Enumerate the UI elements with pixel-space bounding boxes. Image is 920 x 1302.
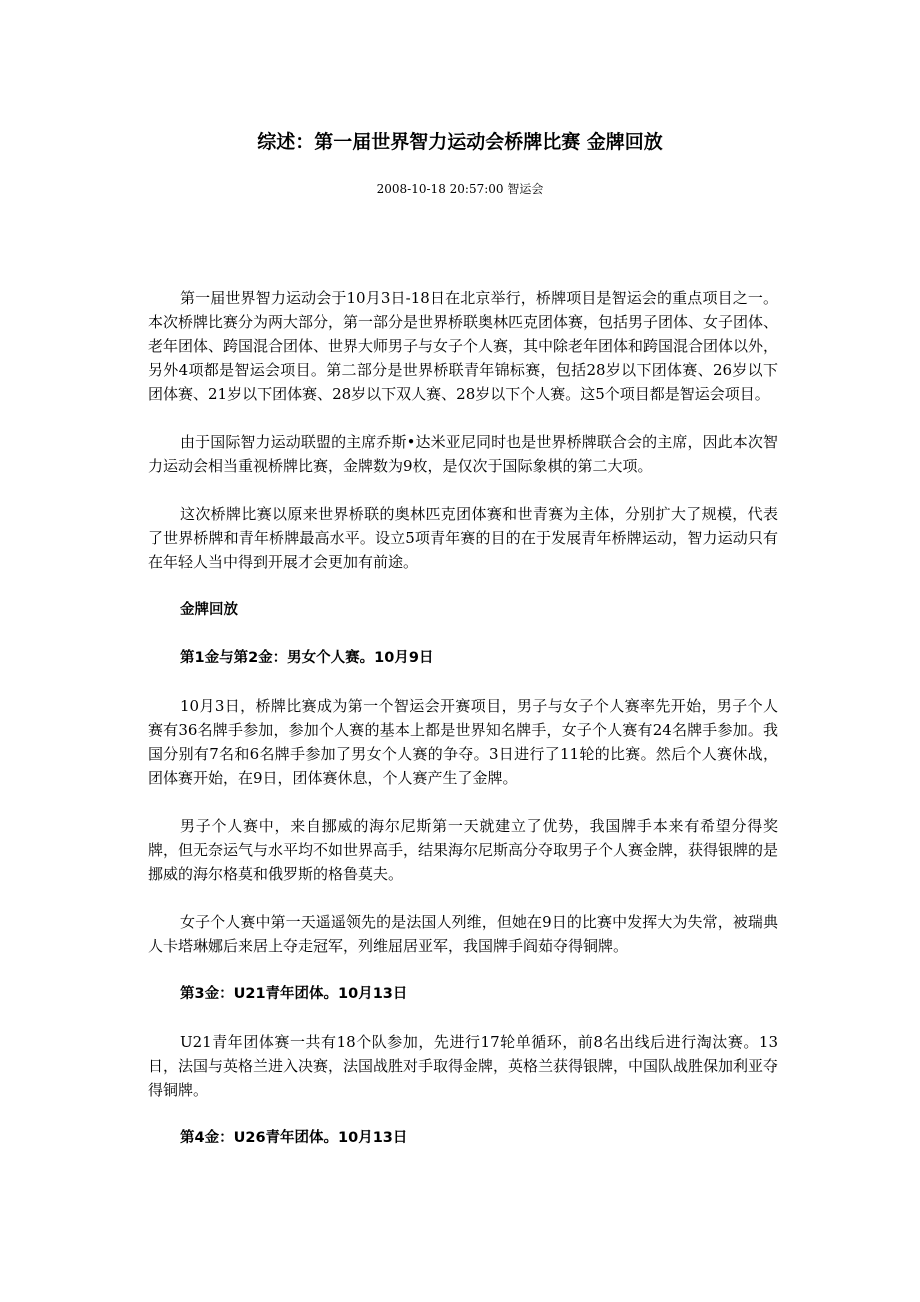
article-meta: 2008-10-18 20:57:00 智运会: [376, 182, 544, 196]
section-heading-gold-4: 第4金：U26青年团体。10月13日: [180, 1130, 408, 1146]
paragraph-u21-team: U21青年团体赛一共有18个队参加，先进行17轮单循环，前8名出线后进行淘汰赛。13日，法国与英格兰进入决赛，法国战胜对手取得金牌，英格兰获得银牌，中国队战胜保加利亚夺得铜牌。: [148, 1033, 779, 1099]
section-heading-gold-review: 金牌回放: [180, 602, 238, 618]
section-heading-gold-1-2: 第1金与第2金：男女个人赛。10月9日: [180, 650, 434, 666]
article-body: [148, 286, 778, 1174]
paragraph-intro: 第一届世界智力运动会于10月3日-18日在北京举行，桥牌项目是智运会的重点项目之一。本次桥牌比赛分为两大部分，第一部分是世界桥联奥林匹克团体赛，包括男子团体、女子团体、老年团体、跨国混合团体、世界大师男子与女子个人赛，其中除老年团体和跨国混合团体以外，另外4项都是智运会项目。第二部分是世界桥联青年锦标赛，包括28岁以下团体赛、26岁以下团体赛、21岁以下团体赛、28岁以下双人赛、28岁以下个人赛。这5个项目都是智运会项目。: [148, 289, 779, 403]
paragraph-men-individual: 男子个人赛中，来自挪威的海尔尼斯第一天就建立了优势，我国牌手本来有希望分得奖牌，但无奈运气与水平均不如世界高手，结果海尔尼斯高分夺取男子个人赛金牌，获得银牌的是挪威的海尔格莫和俄罗斯的格鲁莫夫。: [148, 817, 779, 883]
paragraph-importance: 由于国际智力运动联盟的主席乔斯•达米亚尼同时也是世界桥牌联合会的主席，因此本次智力运动会相当重视桥牌比赛，金牌数为9枚，是仅次于国际象棋的第二大项。: [148, 433, 778, 475]
paragraph-scope: 这次桥牌比赛以原来世界桥联的奥林匹克团体赛和世青赛为主体，分别扩大了规模，代表了世界桥牌和青年桥牌最高水平。设立5项青年赛的目的在于发展青年桥牌运动，智力运动只有在年轻人当中得到开展才会更加有前途。: [148, 505, 778, 571]
paragraph-women-individual: 女子个人赛中第一天遥遥领先的是法国人列维，但她在9日的比赛中发挥大为失常，被瑞典人卡塔琳娜后来居上夺走冠军，列维屈居亚军，我国牌手阎茹夺得铜牌。: [148, 913, 778, 955]
section-heading-gold-3: 第3金：U21青年团体。10月13日: [180, 986, 408, 1002]
article-title: 综述：第一届世界智力运动会桥牌比赛 金牌回放: [257, 131, 663, 153]
paragraph-individual-overview: 10月3日，桥牌比赛成为第一个智运会开赛项目，男子与女子个人赛率先开始，男子个人赛有36名牌手参加，参加个人赛的基本上都是世界知名牌手，女子个人赛有24名牌手参加。我国分别有7名和6名牌手参加了男女个人赛的争夺。3日进行了11轮的比赛。然后个人赛休战，团体赛开始，在9日，团体赛休息，个人赛产生了金牌。: [148, 697, 778, 787]
